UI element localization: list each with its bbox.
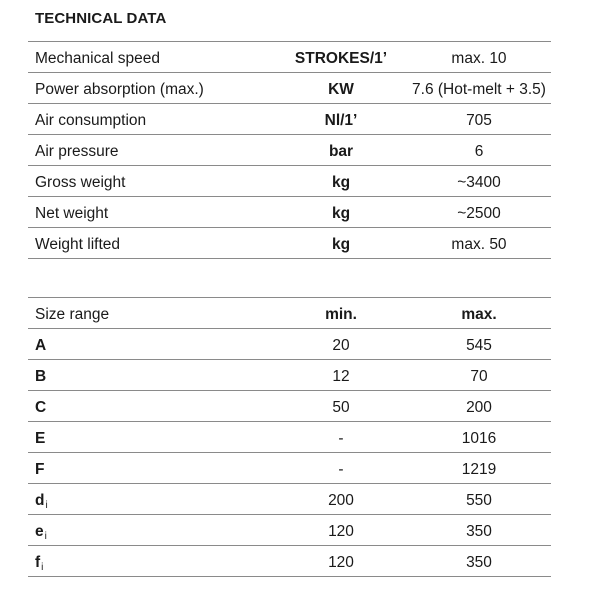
size-max: 350 — [466, 554, 492, 571]
table-row — [28, 422, 551, 453]
table-row — [28, 42, 551, 73]
size-max: 545 — [466, 337, 492, 354]
row-unit: kg — [331, 174, 351, 191]
table-row — [28, 73, 551, 104]
row-value: ~2500 — [457, 205, 501, 222]
size-label-subscript: i — [41, 562, 44, 573]
size-range-header-label: Size range — [35, 306, 110, 323]
size-range-table — [28, 297, 551, 577]
size-label-main: d — [35, 492, 45, 509]
row-value: ~3400 — [457, 174, 501, 191]
size-label: E — [35, 430, 46, 447]
row-value: 705 — [466, 112, 492, 129]
size-max: 550 — [466, 492, 492, 509]
min-column-header: min. — [325, 306, 357, 323]
size-max: 1016 — [461, 430, 497, 447]
table-row — [28, 484, 551, 515]
row-value: 7.6 (Hot-melt + 3.5) — [412, 81, 546, 98]
table-row — [28, 166, 551, 197]
row-unit: Nl/1’ — [324, 112, 358, 129]
row-value: max. 50 — [451, 236, 507, 253]
table-row — [28, 104, 551, 135]
row-label: Air consumption — [35, 112, 147, 129]
technical-data-table — [28, 41, 551, 259]
page-title: TECHNICAL DATA — [35, 10, 167, 27]
row-unit: kg — [331, 236, 351, 253]
table-row — [28, 515, 551, 546]
size-min: 50 — [332, 399, 350, 416]
row-label: Mechanical speed — [35, 50, 160, 67]
size-label-subscript: i — [44, 531, 47, 542]
row-label: Power absorption (max.) — [35, 81, 204, 98]
size-min: 12 — [332, 368, 350, 385]
table-row — [28, 135, 551, 166]
row-value: max. 10 — [451, 50, 507, 67]
size-min: 120 — [328, 523, 354, 540]
size-min: - — [338, 461, 344, 478]
table-row — [28, 197, 551, 228]
row-label: Gross weight — [35, 174, 126, 191]
row-label: Net weight — [35, 205, 109, 222]
size-label — [35, 546, 43, 577]
table-row — [28, 329, 551, 360]
table-row — [28, 453, 551, 484]
size-max: 200 — [466, 399, 492, 416]
table-row — [28, 360, 551, 391]
size-label-main: f — [35, 554, 41, 571]
table-row — [28, 546, 551, 577]
size-label: B — [35, 368, 47, 385]
size-max: 350 — [466, 523, 492, 540]
size-range-header-row — [28, 298, 551, 329]
size-min: - — [338, 430, 344, 447]
size-min: 200 — [328, 492, 354, 509]
max-column-header: max. — [461, 306, 497, 323]
size-min: 120 — [328, 554, 354, 571]
size-max: 70 — [470, 368, 488, 385]
table-row — [28, 391, 551, 422]
size-label: F — [35, 461, 45, 478]
table-row — [28, 228, 551, 259]
row-unit: bar — [328, 143, 354, 160]
row-value: 6 — [474, 143, 484, 160]
size-max: 1219 — [461, 461, 497, 478]
size-label: A — [35, 337, 47, 354]
size-label: C — [35, 399, 47, 416]
row-unit: kg — [331, 205, 351, 222]
size-label — [35, 484, 48, 515]
row-unit: STROKES/1’ — [294, 50, 388, 67]
size-label — [35, 515, 47, 546]
size-label-subscript: i — [45, 500, 48, 511]
size-min: 20 — [332, 337, 350, 354]
row-unit: KW — [328, 81, 354, 98]
row-label: Weight lifted — [35, 236, 121, 253]
size-label-main: e — [35, 523, 44, 540]
row-label: Air pressure — [35, 143, 119, 160]
